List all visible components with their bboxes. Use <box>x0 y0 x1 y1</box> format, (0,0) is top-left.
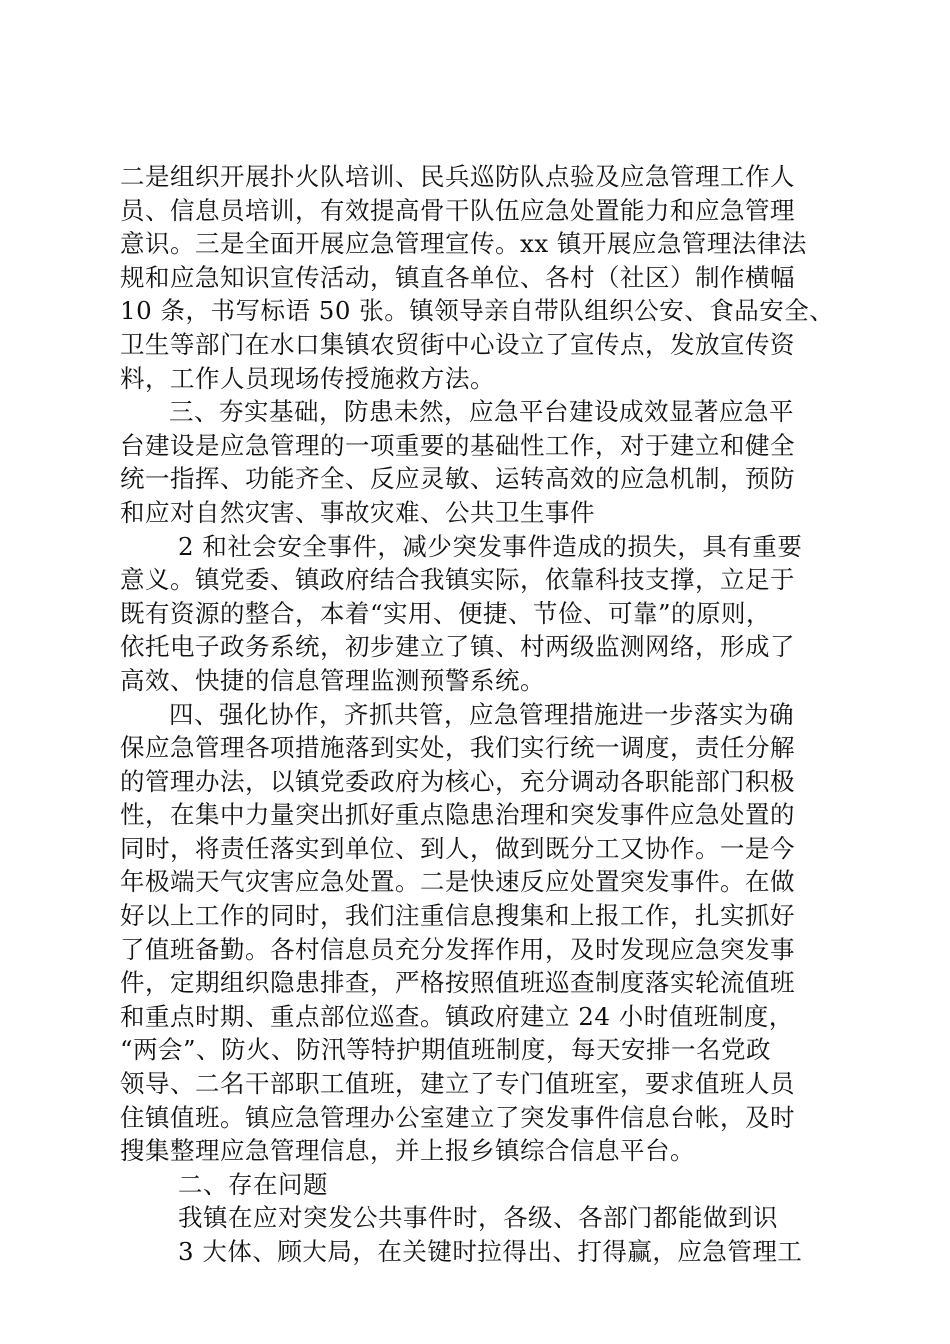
body-line: 依托电子政务系统，初步建立了镇、村两级监测网络，形成了 <box>120 632 795 662</box>
body-line: 二是组织开展扑火队培训、民兵巡防队点验及应急管理工作人 <box>120 162 795 191</box>
body-line: 卫生等部门在水口集镇农贸街中心设立了宣传点，发放宣传资 <box>120 329 795 359</box>
body-line: 年极端天气灾害应急处置。二是快速反应处置突发事件。在做 <box>120 867 795 897</box>
body-line: 保应急管理各项措施落到实处，我们实行统一调度，责任分解 <box>120 733 795 763</box>
body-line: 规和应急知识宣传活动，镇直各单位、各村（社区）制作横幅 <box>120 262 795 292</box>
body-line: 好以上工作的同时，我们注重信息搜集和上报工作，扎实抓好 <box>120 901 795 931</box>
body-line: 料，工作人员现场传授施救方法。 <box>120 363 495 393</box>
body-line: 性，在集中力量突出抓好重点隐患治理和突发事件应急处置的 <box>120 800 795 830</box>
body-line: 了值班备勤。各村信息员充分发挥作用，及时发现应急突发事 <box>120 934 795 964</box>
body-line: 台建设是应急管理的一项重要的基础性工作，对于建立和健全 <box>120 430 795 460</box>
body-line: 10 条，书写标语 50 张。镇领导亲自带队组织公安、食品安全、 <box>120 296 835 326</box>
body-line: 我镇在应对突发公共事件时，各级、各部门都能做到识 <box>178 1203 778 1233</box>
body-line: 意识。三是全面开展应急管理宣传。xx 镇开展应急管理法律法 <box>120 229 807 259</box>
body-line: 3 大体、顾大局，在关键时拉得出、打得赢，应急管理工 <box>178 1237 803 1266</box>
body-line: 领导、二名干部职工值班，建立了专门值班室，要求值班人员 <box>120 1069 795 1099</box>
section-heading-line: 四、强化协作，齐抓共管，应急管理措施进一步落实为确 <box>169 699 794 729</box>
body-line: 和重点时期、重点部位巡查。镇政府建立 24 小时值班制度， <box>120 1001 794 1031</box>
body-line: 员、信息员培训，有效提高骨干队伍应急处置能力和应急管理 <box>120 195 795 225</box>
document-body <box>120 160 840 1269</box>
section-heading-line: 三、夯实基础，防患未然，应急平台建设成效显著应急平 <box>169 397 794 427</box>
body-line: 和应对自然灾害、事故灾难、公共卫生事件 <box>120 497 595 527</box>
body-line: 同时，将责任落实到单位、到人，做到既分工又协作。一是今 <box>120 833 795 863</box>
body-line: 统一指挥、功能齐全、反应灵敏、运转高效的应急机制，预防 <box>120 464 795 494</box>
body-line: “两会”、防火、防汛等特护期值班制度，每天安排一名党政 <box>120 1035 772 1065</box>
body-line: 高效、快捷的信息管理监测预警系统。 <box>120 665 545 695</box>
body-line: 意义。镇党委、镇政府结合我镇实际，依靠科技支撑，立足于 <box>120 565 795 595</box>
body-line: 的管理办法，以镇党委政府为核心，充分调动各职能部门积极 <box>120 766 795 796</box>
body-line: 既有资源的整合，本着“实用、便捷、节俭、可靠”的原则， <box>120 598 772 628</box>
body-line: 2 和社会安全事件，减少突发事件造成的损失，具有重要 <box>178 531 803 561</box>
section-heading-line: 二、存在问题 <box>178 1169 328 1199</box>
body-line: 搜集整理应急管理信息，并上报乡镇综合信息平台。 <box>120 1136 695 1166</box>
body-line: 住镇值班。镇应急管理办公室建立了突发事件信息台帐，及时 <box>120 1102 795 1132</box>
body-line: 件，定期组织隐患排查，严格按照值班巡查制度落实轮流值班 <box>120 968 795 998</box>
